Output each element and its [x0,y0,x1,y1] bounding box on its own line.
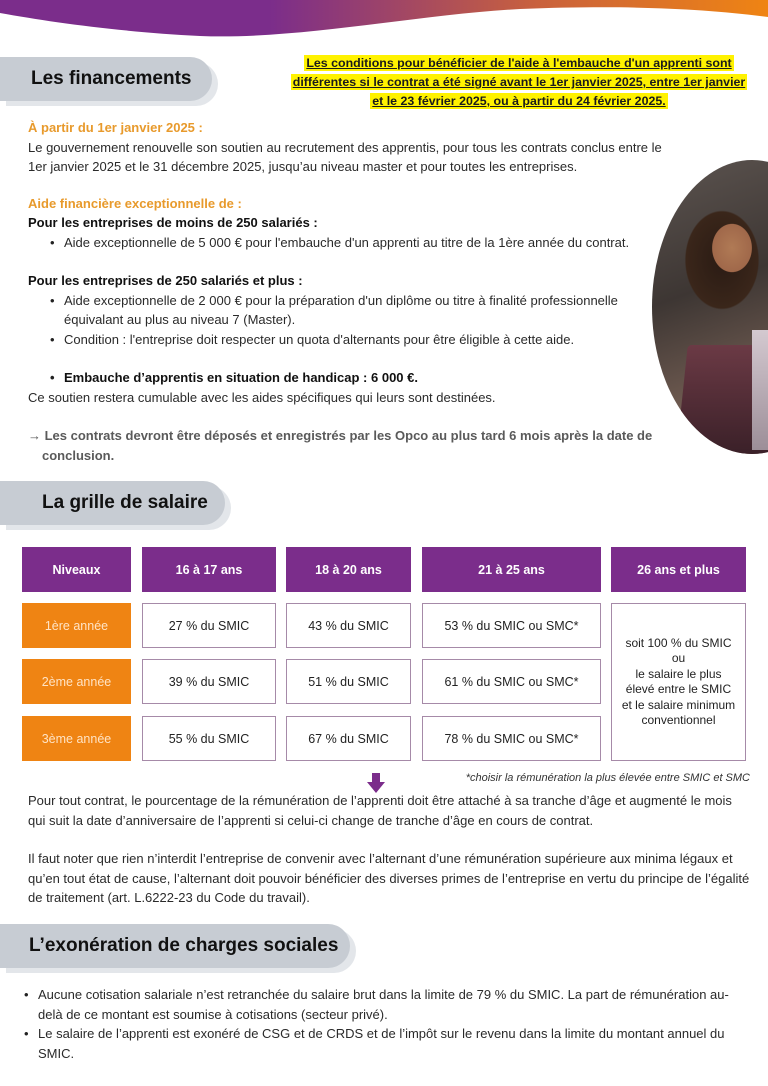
large-companies-list [28,291,650,350]
salary-paragraph-1: Pour tout contrat, le pourcentage de la rémunération de l’apprenti doit être attaché à sa tranche d’âge et augmenté le mois qui suit la date d’anniversaire de l’apprenti si celui-ci change de tranche d’âge en cours de contrat. [28,793,732,828]
deadline-note: → Les contrats devront être déposés et enregistrés par les Opco au plus tard 6 mois après la date de conclusion. [28,428,653,463]
over26-line: et le salaire minimum [621,697,736,712]
over26-line: ou [671,651,686,665]
laptop-screen-graphic [752,330,768,450]
table-cell: 51 % du SMIC [286,659,411,704]
table-cell: 61 % du SMIC ou SMC* [422,659,601,704]
list-item: • Aide exceptionnelle de 2 000 € pour la préparation d'un diplôme ou titre à finalité professionnelle équivalant au plus au niveau 7 (Master). [50,291,650,330]
header-wave-banner [0,0,768,48]
date-heading: À partir du 1er janvier 2025 : [28,120,203,135]
level-year-3: 3ème année [22,716,131,761]
header-18-20: 18 à 20 ans [286,547,411,592]
section-title-exoneration [0,924,350,968]
financements-body [28,118,668,465]
small-companies-list [28,233,668,253]
table-cell: 55 % du SMIC [142,716,276,761]
level-year-2: 2ème année [22,659,131,704]
exoneration-list [12,985,752,1063]
salaire-body [28,791,750,908]
header-16-17: 16 à 17 ans [142,547,276,592]
exoneration-body [12,985,752,1063]
over26-line: conventionnel [641,713,716,727]
level-year-1: 1ère année [22,603,131,648]
section-title-text: Les financements [31,68,192,89]
list-item: • Le salaire de l’apprenti est exonéré de CSG et de CRDS et de l’impôt sur le revenu dans la limite du montant annuel du SMIC. [24,1024,752,1063]
intro-paragraph: Le gouvernement renouvelle son soutien au recrutement des apprentis, pour tous les contrats conclus entre le 1er janvier 2025 et le 31 décembre 2025, jusqu’au niveau master et pour toutes les entreprises. [28,139,662,174]
salary-paragraph-2: Il faut noter que rien n’interdit l’entreprise de convenir avec l’alternant d’une rémunération supérieure aux minima légaux et qu’en tout état de cause, l’alternant doit pouvoir bénéficier des diverses primes de l’entreprise en vertu du principe de l’égalité de traitement (art. L.6222-23 du Code du travail). [28,851,750,905]
table-cell: 53 % du SMIC ou SMC* [422,603,601,648]
section-title-salaire [0,481,225,525]
header-26-plus: 26 ans et plus [611,547,746,592]
over26-line: élevé entre le SMIC [625,682,732,696]
over-26-cell [611,603,746,761]
salary-footnote: *choisir la rémunération la plus élevée entre SMIC et SMC [465,772,750,784]
table-cell: 78 % du SMIC ou SMC* [422,716,601,761]
table-cell: 39 % du SMIC [142,659,276,704]
section-title-text: L’exonération de charges sociales [29,935,339,956]
section-title-text: La grille de salaire [42,492,208,513]
large-companies-heading: Pour les entreprises de 250 salariés et plus : [28,273,303,288]
highlighted-notice [288,54,750,111]
aid-heading: Aide financière exceptionnelle de : [28,195,242,211]
header-niveaux: Niveaux [22,547,131,592]
table-cell: 27 % du SMIC [142,603,276,648]
handicap-item: • Embauche d’apprentis en situation de handicap : 6 000 €. [50,368,668,388]
notice-text: Les conditions pour bénéficier de l'aide à l'embauche d'un apprenti sont différentes si le contrat a été signé avant le 1er janvier 2025, entre 1er janvier et le 23 février 2025, ou à partir du 24 février 2025. [292,56,746,108]
header-21-25: 21 à 25 ans [422,547,601,592]
over26-line: le salaire le plus [635,666,722,681]
handicap-list [28,368,668,388]
cumulable-note: Ce soutien restera cumulable avec les aides spécifiques qui leurs sont destinées. [28,389,496,405]
table-cell: 67 % du SMIC [286,716,411,761]
student-photo [652,160,768,454]
list-item: • Condition : l'entreprise doit respecter un quota d'alternants pour être éligible à cette aide. [50,330,650,350]
small-companies-heading: Pour les entreprises de moins de 250 salariés : [28,215,318,230]
list-item: • Aide exceptionnelle de 5 000 € pour l'embauche d'un apprenti au titre de la 1ère année du contrat. [50,233,668,253]
over26-line: soit 100 % du SMIC [625,635,732,650]
table-cell: 43 % du SMIC [286,603,411,648]
list-item: • Aucune cotisation salariale n’est retranchée du salaire brut dans la limite de 79 % du SMIC. La part de rémunération au-delà de ce montant est soumise à cotisations (secteur privé). [24,985,752,1024]
arrow-down-icon [367,773,385,793]
section-title-financements [0,57,212,101]
